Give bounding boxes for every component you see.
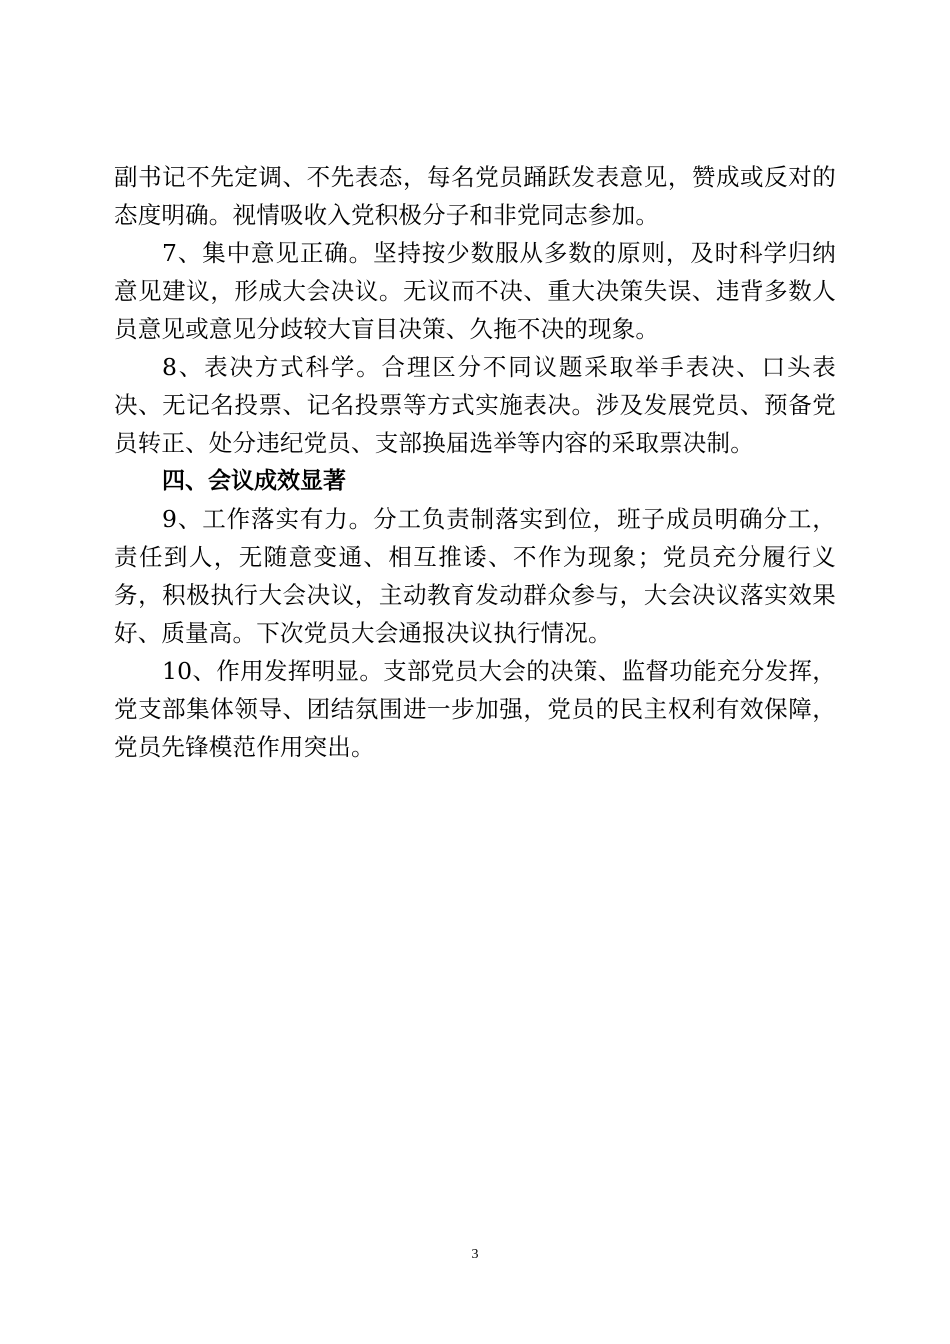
paragraph-item-9: 9、工作落实有力。分工负责制落实到位，班子成员明确分工，责任到人，无随意变通、相互推诿、不作为现象；党员充分履行义务，积极执行大会决议，主动教育发动群众参与，大会决议落实效果好、质量高。下次党员大会通报决议执行情况。 [114, 505, 836, 647]
section-heading: 四、会议成效显著 [162, 468, 346, 494]
paragraph-item-8: 8、表决方式科学。合理区分不同议题采取举手表决、口头表决、无记名投票、记名投票等方式实施表决。涉及发展党员、预备党员转正、处分违纪党员、支部换届选举等内容的采取票决制。 [114, 353, 836, 457]
paragraph-continuation: 副书记不先定调、不先表态，每名党员踊跃发表意见，赞成或反对的态度明确。视情吸收入党积极分子和非党同志参加。 [114, 163, 836, 229]
page-number: 3 [471, 1247, 479, 1262]
paragraph-item-10: 10、作用发挥明显。支部党员大会的决策、监督功能充分发挥，党支部集体领导、团结氛围进一步加强，党员的民主权利有效保障，党员先锋模范作用突出。 [114, 657, 836, 761]
page-content [114, 158, 836, 766]
paragraph-item-7: 7、集中意见正确。坚持按少数服从多数的原则，及时科学归纳意见建议，形成大会决议。无议而不决、重大决策失误、违背多数人员意见或意见分歧较大盲目决策、久拖不决的现象。 [114, 239, 836, 343]
